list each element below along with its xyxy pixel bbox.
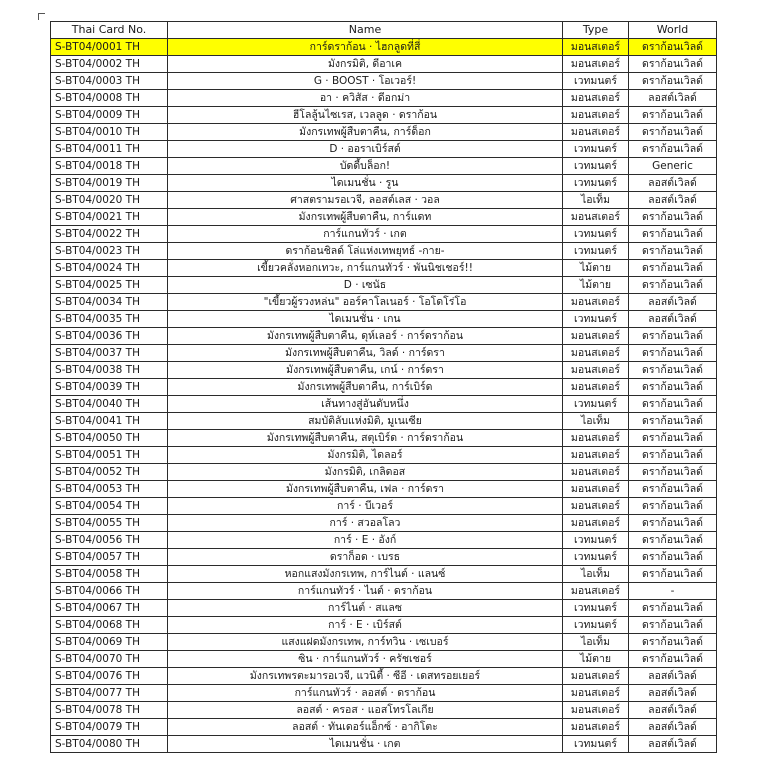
card-world-cell: ดราก้อนเวิลด์ — [629, 328, 717, 345]
card-number-cell: S-BT04/0080 TH — [51, 736, 168, 753]
card-name-cell: การ์ดราก้อน · ไฮกลูดที่สี่ — [168, 39, 563, 56]
card-type-cell: มอนสเตอร์ — [563, 430, 629, 447]
card-type-cell: มอนสเตอร์ — [563, 515, 629, 532]
card-name-cell: ลอสต์ · ทันเดอร์แอ็กซ์ · อากิโตะ — [168, 719, 563, 736]
card-number-cell: S-BT04/0068 TH — [51, 617, 168, 634]
card-name-cell: เส้นทางสู่อันดับหนึ่ง — [168, 396, 563, 413]
table-row — [51, 668, 717, 685]
card-name-cell: ดราก็อด · เบรธ — [168, 549, 563, 566]
card-world-cell: ดราก้อนเวิลด์ — [629, 362, 717, 379]
card-world-cell: ดราก้อนเวิลด์ — [629, 566, 717, 583]
card-name-cell: มังกรเทพผู้สืบตาคืน, การ์แดท — [168, 209, 563, 226]
card-name-cell: สมบัติลับแห่งมิติ, มูเนเซีย — [168, 413, 563, 430]
table-row — [51, 532, 717, 549]
card-type-cell: มอนสเตอร์ — [563, 90, 629, 107]
card-type-cell: เวทมนตร์ — [563, 175, 629, 192]
card-name-cell: มังกรเทพผู้สืบตาคืน, เกน์ · การ์ดรา — [168, 362, 563, 379]
card-type-cell: มอนสเตอร์ — [563, 39, 629, 56]
card-type-cell: มอนสเตอร์ — [563, 447, 629, 464]
card-number-cell: S-BT04/0053 TH — [51, 481, 168, 498]
card-world-cell: ลอสต์เวิลด์ — [629, 702, 717, 719]
card-number-cell: S-BT04/0021 TH — [51, 209, 168, 226]
table-row — [51, 362, 717, 379]
table-row — [51, 175, 717, 192]
card-type-cell: เวทมนตร์ — [563, 311, 629, 328]
card-type-cell: มอนสเตอร์ — [563, 124, 629, 141]
card-type-cell: ไอเท็ม — [563, 413, 629, 430]
card-world-cell: ดราก้อนเวิลด์ — [629, 651, 717, 668]
card-world-cell: ดราก้อนเวิลด์ — [629, 464, 717, 481]
table-row — [51, 566, 717, 583]
card-world-cell: ดราก้อนเวิลด์ — [629, 124, 717, 141]
card-type-cell: มอนสเตอร์ — [563, 56, 629, 73]
card-world-cell: ดราก้อนเวิลด์ — [629, 515, 717, 532]
card-number-cell: S-BT04/0038 TH — [51, 362, 168, 379]
card-world-cell: ดราก้อนเวิลด์ — [629, 209, 717, 226]
card-world-cell: ดราก้อนเวิลด์ — [629, 430, 717, 447]
card-type-cell: ไอเท็ม — [563, 634, 629, 651]
card-world-cell: ดราก้อนเวิลด์ — [629, 498, 717, 515]
card-type-cell: เวทมนตร์ — [563, 549, 629, 566]
card-world-cell: ดราก้อนเวิลด์ — [629, 260, 717, 277]
card-world-cell: ดราก้อนเวิลด์ — [629, 600, 717, 617]
card-number-cell: S-BT04/0057 TH — [51, 549, 168, 566]
card-world-cell: ดราก้อนเวิลด์ — [629, 243, 717, 260]
card-world-cell: ดราก้อนเวิลด์ — [629, 56, 717, 73]
table-row — [51, 243, 717, 260]
card-type-cell: มอนสเตอร์ — [563, 464, 629, 481]
card-name-cell: D · เซนัธ — [168, 277, 563, 294]
card-number-cell: S-BT04/0058 TH — [51, 566, 168, 583]
card-type-cell: มอนสเตอร์ — [563, 345, 629, 362]
card-list-sheet — [50, 21, 716, 750]
card-number-cell: S-BT04/0001 TH — [51, 39, 168, 56]
card-type-cell: ไม้ตาย — [563, 277, 629, 294]
table-row — [51, 107, 717, 124]
table-row — [51, 260, 717, 277]
card-name-cell: มังกรเทพผู้สืบตาคืน, ดุห์เลอร์ · การ์ดราก้อน — [168, 328, 563, 345]
card-number-cell: S-BT04/0040 TH — [51, 396, 168, 413]
card-name-cell: การ์ไนต์ · สแลซ — [168, 600, 563, 617]
card-number-cell: S-BT04/0067 TH — [51, 600, 168, 617]
card-name-cell: เขี้ยวคลั่งหอกเทวะ, การ์แกนทัวร์ · พันนิชเชอร์!! — [168, 260, 563, 277]
card-name-cell: ไดเมนชั่น · เกน — [168, 311, 563, 328]
card-name-cell: การ์แกนทัวร์ · ไนต์ · ดราก้อน — [168, 583, 563, 600]
card-list-table — [50, 21, 717, 753]
table-row — [51, 277, 717, 294]
card-world-cell: Generic — [629, 158, 717, 175]
card-world-cell: ลอสต์เวิลด์ — [629, 294, 717, 311]
card-name-cell: มังกรเทพผู้สืบตาคืน, สตุเบิร์ด · การ์ดราก้อน — [168, 430, 563, 447]
card-number-cell: S-BT04/0025 TH — [51, 277, 168, 294]
card-number-cell: S-BT04/0041 TH — [51, 413, 168, 430]
card-type-cell: มอนสเตอร์ — [563, 379, 629, 396]
card-name-cell: อา · ควิสัส · ดีอกม่า — [168, 90, 563, 107]
table-row — [51, 379, 717, 396]
table-row — [51, 617, 717, 634]
card-number-cell: S-BT04/0023 TH — [51, 243, 168, 260]
table-row — [51, 651, 717, 668]
card-type-cell: มอนสเตอร์ — [563, 294, 629, 311]
table-row — [51, 430, 717, 447]
card-number-cell: S-BT04/0010 TH — [51, 124, 168, 141]
card-name-cell: มังกรมิติ, ดีอาเค — [168, 56, 563, 73]
header-world: World — [629, 22, 717, 39]
table-row — [51, 447, 717, 464]
card-world-cell: ลอสต์เวิลด์ — [629, 685, 717, 702]
table-row — [51, 226, 717, 243]
card-number-cell: S-BT04/0035 TH — [51, 311, 168, 328]
table-row — [51, 413, 717, 430]
card-world-cell: ดราก้อนเวิลด์ — [629, 141, 717, 158]
card-type-cell: มอนสเตอร์ — [563, 107, 629, 124]
card-number-cell: S-BT04/0002 TH — [51, 56, 168, 73]
card-type-cell: มอนสเตอร์ — [563, 209, 629, 226]
card-type-cell: มอนสเตอร์ — [563, 328, 629, 345]
card-world-cell: ดราก้อนเวิลด์ — [629, 379, 717, 396]
table-row — [51, 634, 717, 651]
card-name-cell: ไดเมนชั่น · รูน — [168, 175, 563, 192]
card-world-cell: ดราก้อนเวิลด์ — [629, 107, 717, 124]
card-type-cell: ไม้ตาย — [563, 260, 629, 277]
card-number-cell: S-BT04/0020 TH — [51, 192, 168, 209]
table-row — [51, 39, 717, 56]
table-row — [51, 124, 717, 141]
card-type-cell: เวทมนตร์ — [563, 226, 629, 243]
table-row — [51, 481, 717, 498]
card-type-cell: ไม้ตาย — [563, 651, 629, 668]
card-type-cell: มอนสเตอร์ — [563, 498, 629, 515]
table-row — [51, 498, 717, 515]
card-world-cell: - — [629, 583, 717, 600]
card-type-cell: เวทมนตร์ — [563, 396, 629, 413]
card-number-cell: S-BT04/0076 TH — [51, 668, 168, 685]
table-row — [51, 515, 717, 532]
table-row — [51, 345, 717, 362]
card-number-cell: S-BT04/0051 TH — [51, 447, 168, 464]
table-row — [51, 90, 717, 107]
sheet-corner-mark — [38, 13, 45, 20]
card-number-cell: S-BT04/0056 TH — [51, 532, 168, 549]
card-type-cell: มอนสเตอร์ — [563, 702, 629, 719]
card-name-cell: การ์ · สวอลโลว — [168, 515, 563, 532]
card-name-cell: ศาสตรามรอเวจี, ลอสต์เลส · วอล — [168, 192, 563, 209]
card-type-cell: ไอเท็ม — [563, 192, 629, 209]
card-number-cell: S-BT04/0003 TH — [51, 73, 168, 90]
card-number-cell: S-BT04/0050 TH — [51, 430, 168, 447]
table-row — [51, 328, 717, 345]
card-world-cell: ดราก้อนเวิลด์ — [629, 73, 717, 90]
card-type-cell: เวทมนตร์ — [563, 600, 629, 617]
card-name-cell: การ์ · บีเวอร์ — [168, 498, 563, 515]
card-world-cell: ดราก้อนเวิลด์ — [629, 39, 717, 56]
card-number-cell: S-BT04/0079 TH — [51, 719, 168, 736]
card-name-cell: มังกรเทพผู้สืบตาคืน, วิลด์ · การ์ดรา — [168, 345, 563, 362]
card-type-cell: มอนสเตอร์ — [563, 481, 629, 498]
table-row — [51, 719, 717, 736]
card-world-cell: ลอสต์เวิลด์ — [629, 668, 717, 685]
card-name-cell: การ์แกนทัวร์ · ลอสต์ · ดราก้อน — [168, 685, 563, 702]
table-row — [51, 311, 717, 328]
table-row — [51, 141, 717, 158]
table-row — [51, 73, 717, 90]
card-name-cell: มังกรมิติ, เกลิดอส — [168, 464, 563, 481]
card-rows — [51, 39, 717, 753]
card-number-cell: S-BT04/0018 TH — [51, 158, 168, 175]
card-type-cell: เวทมนตร์ — [563, 158, 629, 175]
card-number-cell: S-BT04/0036 TH — [51, 328, 168, 345]
card-number-cell: S-BT04/0055 TH — [51, 515, 168, 532]
card-number-cell: S-BT04/0034 TH — [51, 294, 168, 311]
card-number-cell: S-BT04/0054 TH — [51, 498, 168, 515]
card-number-cell: S-BT04/0022 TH — [51, 226, 168, 243]
card-number-cell: S-BT04/0008 TH — [51, 90, 168, 107]
table-row — [51, 396, 717, 413]
table-row — [51, 158, 717, 175]
card-number-cell: S-BT04/0009 TH — [51, 107, 168, 124]
card-world-cell: ดราก้อนเวิลด์ — [629, 532, 717, 549]
table-row — [51, 464, 717, 481]
card-world-cell: ดราก้อนเวิลด์ — [629, 634, 717, 651]
card-number-cell: S-BT04/0066 TH — [51, 583, 168, 600]
card-number-cell: S-BT04/0070 TH — [51, 651, 168, 668]
card-world-cell: ดราก้อนเวิลด์ — [629, 481, 717, 498]
card-type-cell: มอนสเตอร์ — [563, 583, 629, 600]
card-world-cell: ดราก้อนเวิลด์ — [629, 345, 717, 362]
header-row — [51, 22, 717, 39]
card-name-cell: มังกรเทพผู้สืบตาคืน, เฟล · การ์ดรา — [168, 481, 563, 498]
card-number-cell: S-BT04/0019 TH — [51, 175, 168, 192]
card-type-cell: ไอเท็ม — [563, 566, 629, 583]
card-name-cell: มังกรเทพรตะมารอเวจี, แวนิตี้ · ซีอี · เดสทรอยเยอร์ — [168, 668, 563, 685]
table-row — [51, 56, 717, 73]
card-number-cell: S-BT04/0078 TH — [51, 702, 168, 719]
card-number-cell: S-BT04/0011 TH — [51, 141, 168, 158]
card-name-cell: หอกแสงมังกรเทพ, การ์ไนต์ · แลนซ์ — [168, 566, 563, 583]
table-row — [51, 685, 717, 702]
card-world-cell: ลอสต์เวิลด์ — [629, 192, 717, 209]
card-name-cell: บัดดี้บล็อก! — [168, 158, 563, 175]
card-world-cell: ลอสต์เวิลด์ — [629, 175, 717, 192]
card-name-cell: การ์ · E · เบิร์สต์ — [168, 617, 563, 634]
card-name-cell: มังกรเทพผู้สืบตาคืน, การ์เบิร์ด — [168, 379, 563, 396]
card-world-cell: ดราก้อนเวิลด์ — [629, 277, 717, 294]
card-name-cell: ลอสต์ · ครอส · แอสโทรโลเกีย — [168, 702, 563, 719]
card-world-cell: ดราก้อนเวิลด์ — [629, 549, 717, 566]
card-world-cell: ดราก้อนเวิลด์ — [629, 447, 717, 464]
table-row — [51, 549, 717, 566]
card-type-cell: มอนสเตอร์ — [563, 668, 629, 685]
card-name-cell: D · ออราเบิร์สต์ — [168, 141, 563, 158]
card-name-cell: ไดเมนชั่น · เกต — [168, 736, 563, 753]
card-world-cell: ดราก้อนเวิลด์ — [629, 617, 717, 634]
card-world-cell: ลอสต์เวิลด์ — [629, 719, 717, 736]
table-row — [51, 702, 717, 719]
header-name: Name — [168, 22, 563, 39]
card-name-cell: ฮีโลลู้นไซเรส, เวลลูด · ดราก้อน — [168, 107, 563, 124]
card-name-cell: "เขี้ยวผู้รวงหล่น" ออร์คาโลเนอร์ · โอโดโร่โอ — [168, 294, 563, 311]
card-world-cell: ดราก้อนเวิลด์ — [629, 226, 717, 243]
table-row — [51, 294, 717, 311]
card-name-cell: การ์แกนทัวร์ · เกต — [168, 226, 563, 243]
card-type-cell: เวทมนตร์ — [563, 736, 629, 753]
card-number-cell: S-BT04/0077 TH — [51, 685, 168, 702]
card-world-cell: ลอสต์เวิลด์ — [629, 736, 717, 753]
card-name-cell: ดราก้อนชิลด์ โล่แห่งเทพยุทธ์ -กาย- — [168, 243, 563, 260]
card-type-cell: เวทมนตร์ — [563, 141, 629, 158]
card-type-cell: เวทมนตร์ — [563, 532, 629, 549]
header-type: Type — [563, 22, 629, 39]
card-number-cell: S-BT04/0039 TH — [51, 379, 168, 396]
card-world-cell: ลอสต์เวิลด์ — [629, 90, 717, 107]
card-name-cell: มังกรเทพผู้สืบตาคืน, การ์ด็อก — [168, 124, 563, 141]
card-world-cell: ดราก้อนเวิลด์ — [629, 413, 717, 430]
table-row — [51, 192, 717, 209]
card-number-cell: S-BT04/0037 TH — [51, 345, 168, 362]
card-number-cell: S-BT04/0069 TH — [51, 634, 168, 651]
card-number-cell: S-BT04/0052 TH — [51, 464, 168, 481]
card-world-cell: ดราก้อนเวิลด์ — [629, 396, 717, 413]
card-type-cell: เวทมนตร์ — [563, 73, 629, 90]
table-row — [51, 736, 717, 753]
card-name-cell: แสงแฝดมังกรเทพ, การ์ทวิน · เซเบอร์ — [168, 634, 563, 651]
table-row — [51, 583, 717, 600]
card-number-cell: S-BT04/0024 TH — [51, 260, 168, 277]
card-name-cell: มังกรมิติ, ไดลอร์ — [168, 447, 563, 464]
table-row — [51, 209, 717, 226]
card-type-cell: มอนสเตอร์ — [563, 685, 629, 702]
card-type-cell: เวทมนตร์ — [563, 243, 629, 260]
card-name-cell: ซิน · การ์แกนทัวร์ · ครัชเชอร์ — [168, 651, 563, 668]
card-name-cell: การ์ · E · อังก์ — [168, 532, 563, 549]
card-type-cell: มอนสเตอร์ — [563, 362, 629, 379]
table-row — [51, 600, 717, 617]
card-world-cell: ลอสต์เวิลด์ — [629, 311, 717, 328]
card-type-cell: มอนสเตอร์ — [563, 719, 629, 736]
card-name-cell: G · BOOST · โอเวอร์! — [168, 73, 563, 90]
header-card-no: Thai Card No. — [51, 22, 168, 39]
card-type-cell: เวทมนตร์ — [563, 617, 629, 634]
